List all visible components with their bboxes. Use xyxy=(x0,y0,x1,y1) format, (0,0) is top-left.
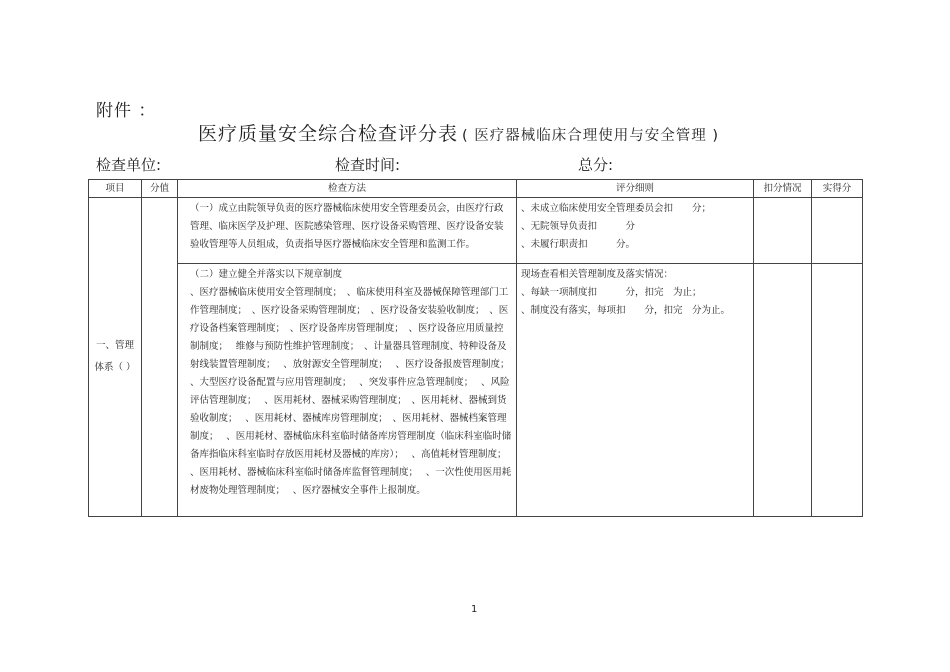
category-cell xyxy=(89,198,142,517)
method-text: 、医疗器械临床使用安全管理制度； 、临床使用科室及器械保障管理部门工作管理制度； 、医疗设备采购管理制度； 、医疗设备安装验收制度； 、医疗设备档案管理制度； 、医疗设备库房管理制度； 、医疗设备应用质量控制制度； 维修与预防性维护管理制度； 、计量器具管理制度、特种设备及射线装置管理制度； 、放射源安全管理制度； 、医疗设备报废管理制度； 、大型医疗设备配置与应用管理制度； 、突发事件应急管理制度； 、风险评估管理制度； 、医用耗材、器械采购管理制度； 、医用耗材、器械到货验收制度； 、医用耗材、器械库房管理制度； 、医用耗材、器械档案管理制度； 、医用耗材、器械临床科室临时储备库房管理制度（临床科室临时储备库指临床科室临时存放医用耗材及器械的库房）； 、高值耗材管理制度； 、医用耗材、器械临床科室临时储备库监督管理制度； 、一次性使用医用耗材废物处理管理制度； 、医疗器械安全事件上报制度。 xyxy=(190,287,518,496)
total-score-label: 总分: xyxy=(578,156,614,174)
rule-cell xyxy=(517,198,754,264)
deduction-cell[interactable] xyxy=(754,264,812,517)
column-header: 实得分 xyxy=(812,180,863,198)
rule-line: 、未履行职责扣 分。 xyxy=(521,239,636,250)
table-row xyxy=(89,198,863,264)
column-header: 扣分情况 xyxy=(754,180,812,198)
attachment-label: 附件 ： xyxy=(96,101,157,121)
rule-cell xyxy=(517,264,754,517)
method-cell xyxy=(178,198,517,264)
score-value-cell xyxy=(142,198,178,517)
page-subtitle: ( 医疗器械临床合理使用与安全管理 ) xyxy=(462,128,720,144)
table-header-row xyxy=(89,180,863,198)
inspection-time-label: 检查时间: xyxy=(335,156,401,174)
method-cell xyxy=(178,264,517,517)
page-title: 医疗质量安全综合检查评分表 xyxy=(198,123,459,145)
method-text: （一）成立由院领导负责的医疗器械临床使用安全管理委员会，由医疗行政管理、临床医学及护理、医院感染管理、医疗设备采购管理、医疗设备安装验收管理等人员组成，负责指导医疗器械临床安全管理和监测工作。 xyxy=(190,203,504,250)
column-header: 检查方法 xyxy=(178,180,517,198)
column-header: 分值 xyxy=(142,180,178,198)
rule-line: 、未成立临床使用安全管理委员会扣 分； xyxy=(521,203,712,214)
rule-title: 现场查看相关管理制度及落实情况： xyxy=(521,269,674,280)
category-label-line1: 一、管理 xyxy=(95,340,134,351)
category-label-line2: 体系（ ） xyxy=(94,362,136,373)
rule-line: 、制度没有落实，每项扣 分，扣完 分为止。 xyxy=(521,305,731,316)
score-table xyxy=(88,179,863,517)
method-title: （二）建立健全并落实以下规章制度 xyxy=(190,269,343,280)
inspected-unit-label: 检查单位: xyxy=(96,156,162,174)
page-number: 1 xyxy=(471,604,478,615)
actual-score-cell[interactable] xyxy=(812,264,863,517)
title-row xyxy=(198,119,719,146)
actual-score-cell[interactable] xyxy=(812,198,863,264)
column-header: 评分细则 xyxy=(517,180,754,198)
rule-line: 、每缺一项制度扣 分，扣完 为止； xyxy=(521,287,702,298)
table-row xyxy=(89,264,863,517)
rule-line: 、无院领导负责扣 分 xyxy=(521,221,636,232)
deduction-cell[interactable] xyxy=(754,198,812,264)
column-header: 项目 xyxy=(89,180,142,198)
